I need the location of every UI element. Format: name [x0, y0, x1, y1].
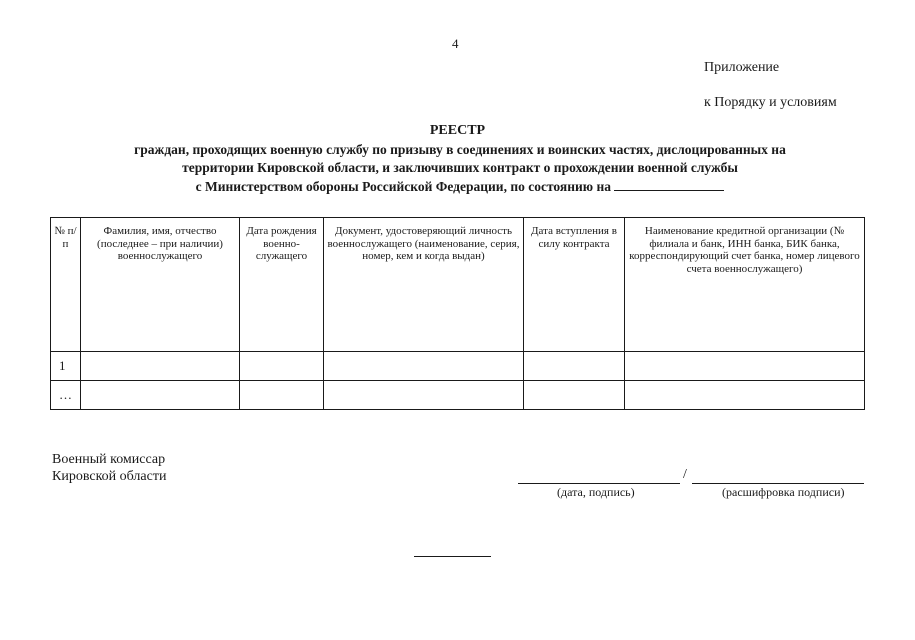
appendix-reference: к Порядку и условиям — [704, 95, 837, 110]
table-cell — [625, 381, 865, 410]
commissar-position-line-2: Кировской области — [52, 469, 167, 484]
signature-date-line — [518, 483, 680, 484]
table-cell — [524, 352, 625, 381]
header-credit-organization: Наименование кредитной организации (№ филиала и банк, ИНН банка, БИК банка, корреспондирующий счет банка, номер лицевого счета военнослужащего) — [625, 218, 865, 352]
header-number: № п/п — [51, 218, 81, 352]
table-cell — [324, 381, 524, 410]
table-row — [51, 381, 865, 410]
header-contract-date: Дата вступления в силу контракта — [524, 218, 625, 352]
table-cell — [625, 352, 865, 381]
registry-subtitle-line-3 — [60, 177, 860, 196]
registry-subtitle-line-1: граждан, проходящих военную службу по призыву в соединениях и воинских частях, дислоцированных на — [134, 142, 786, 157]
registry-subtitle-line-3-text: с Министерством обороны Российской Федерации, по состоянию на — [195, 179, 612, 194]
header-birth-date: Дата рождения военно-служащего — [240, 218, 324, 352]
signature-decoding-line — [692, 483, 864, 484]
table-cell — [524, 381, 625, 410]
commissar-position-line-1: Военный комиссар — [52, 452, 166, 467]
commissar-position — [52, 451, 166, 485]
caption-signature-decoding: (расшифровка подписи) — [722, 485, 845, 499]
registry-table — [50, 217, 865, 410]
date-blank-line — [614, 177, 724, 191]
registry-title: РЕЕСТР — [429, 123, 486, 138]
table-row — [51, 352, 865, 381]
table-cell — [81, 352, 240, 381]
table-cell — [240, 381, 324, 410]
registry-subtitle-line-2: территории Кировской области, и заключивших контракт о прохождении военной службы — [182, 160, 738, 175]
table-cell — [324, 352, 524, 381]
table-cell — [240, 352, 324, 381]
table-cell — [81, 381, 240, 410]
table-cell: 1 — [51, 352, 81, 381]
registry-subtitle — [60, 141, 860, 196]
header-full-name: Фамилия, имя, отчество (последнее – при наличии) военнослужащего — [81, 218, 240, 352]
signature-separator: / — [683, 467, 687, 482]
caption-date-signature: (дата, подпись) — [557, 485, 635, 499]
end-of-document-divider — [414, 556, 491, 557]
header-identity-document: Документ, удостоверяющий личность военнослужащего (наименование, серия, номер, кем и когда выдан) — [324, 218, 524, 352]
page-number: 4 — [452, 36, 459, 51]
table-cell: … — [51, 381, 81, 410]
table-header-row — [51, 218, 865, 352]
appendix-title: Приложение — [704, 60, 780, 75]
